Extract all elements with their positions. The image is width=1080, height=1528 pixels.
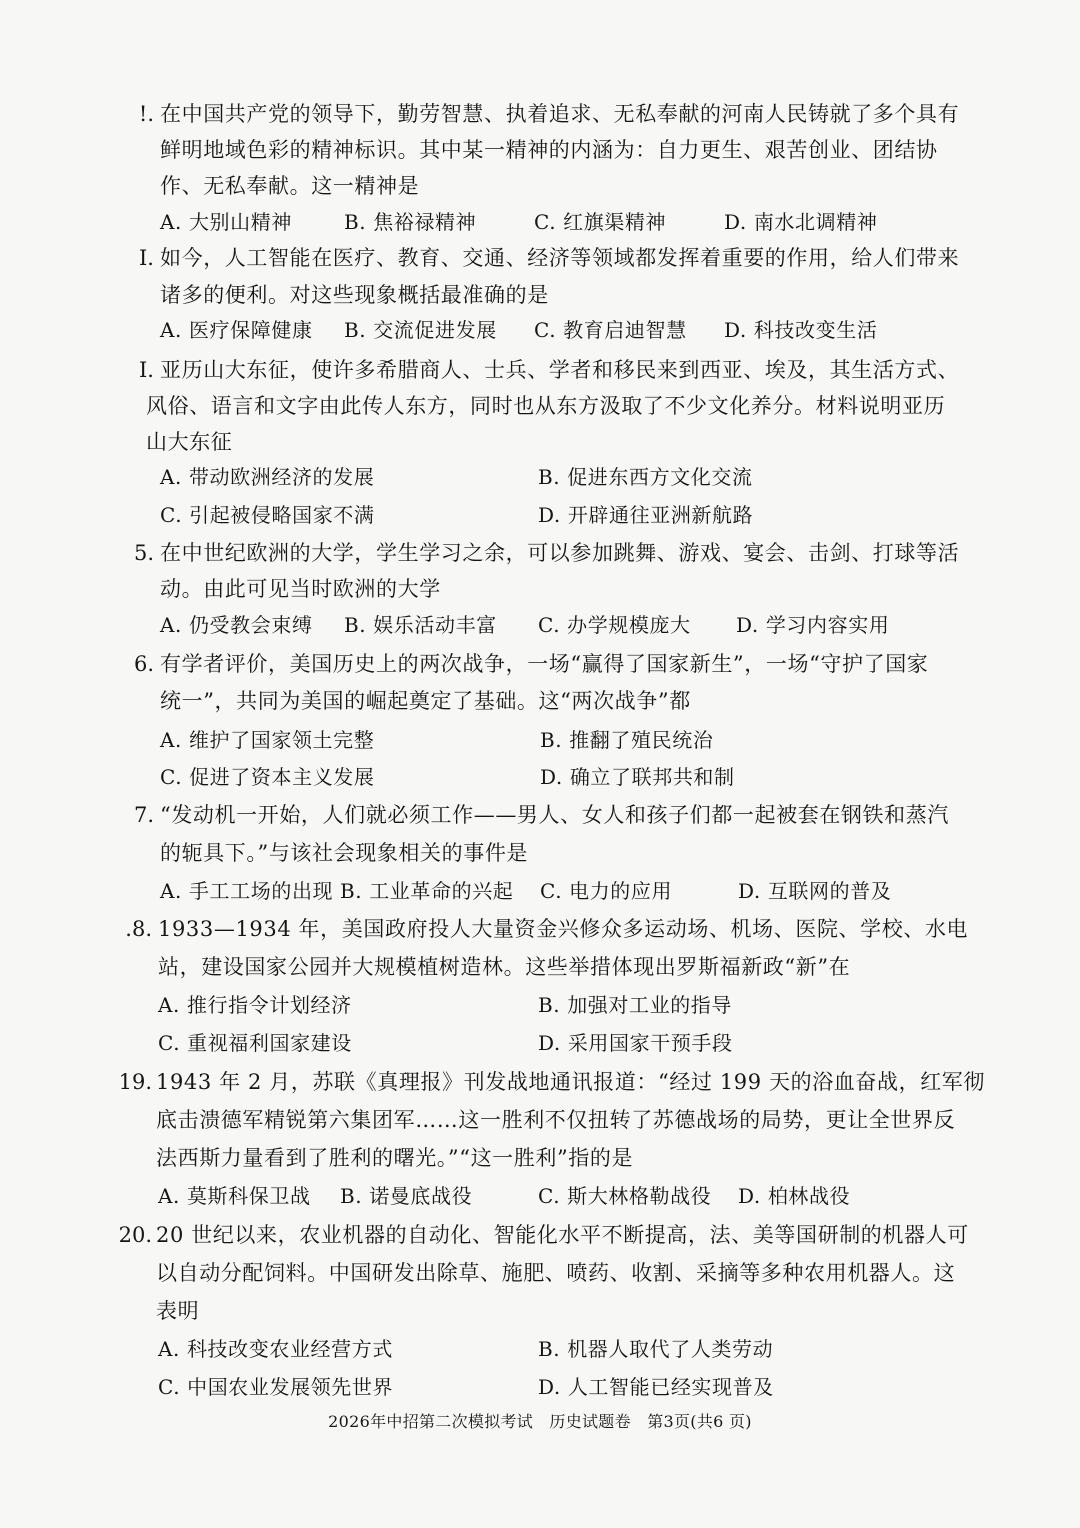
option-c: C. 红旗渠精神 [534, 210, 667, 234]
option-c: C. 中国农业发展领先世界 [158, 1375, 394, 1399]
question-number: I. [139, 246, 154, 270]
option-c: C. 重视福利国家建设 [158, 1031, 352, 1055]
question-text-line: 亚历山大东征，使许多希腊商人、士兵、学者和移民来到西亚、埃及，其生活方式、 [160, 358, 960, 382]
option-d: D. 确立了联邦共和制 [540, 765, 735, 789]
question-text-line: 有学者评价，美国历史上的两次战争，一场“赢得了国家新生”，一场“守护了国家 [160, 652, 929, 676]
question-text-line: 在中世纪欧洲的大学，学生学习之余，可以参加跳舞、游戏、宴会、击剑、打球等活 [160, 541, 960, 565]
option-b: B. 娱乐活动丰富 [344, 613, 497, 637]
option-d: D. 科技改变生活 [724, 318, 878, 342]
option-c: C. 引起被侵略国家不满 [160, 503, 375, 527]
question-text-line: 诸多的便利。对这些现象概括最准确的是 [160, 283, 549, 307]
option-a: A. 维护了国家领土完整 [160, 728, 375, 752]
question-text-line: 20 世纪以来，农业机器的自动化、智能化水平不断提高，法、美等国研制的机器人可 [156, 1223, 969, 1247]
question-number: 6. [133, 652, 154, 676]
question-number: 20. [118, 1223, 152, 1247]
option-d: D. 采用国家干预手段 [538, 1031, 733, 1055]
question-text-line: 风俗、语言和文字由此传人东方，同时也从东方汲取了不少文化养分。材料说明亚历 [146, 394, 946, 418]
option-d: D. 互联网的普及 [738, 879, 892, 903]
question-text-line: 表明 [156, 1299, 200, 1323]
question-number: .8. [125, 917, 152, 941]
option-d: D. 开辟通往亚洲新航路 [538, 503, 754, 527]
option-c: C. 促进了资本主义发展 [160, 765, 375, 789]
option-d: D. 学习内容实用 [736, 613, 890, 637]
option-a: A. 带动欧洲经济的发展 [160, 465, 375, 489]
option-a: A. 推行指令计划经济 [158, 993, 352, 1017]
option-b: B. 加强对工业的指导 [538, 993, 733, 1017]
question-text-line: 统一”，共同为美国的崛起奠定了基础。这“两次战争”都 [160, 689, 691, 713]
question-number: 19. [118, 1070, 152, 1094]
option-c: C. 电力的应用 [540, 879, 673, 903]
question-text-line: 站，建设国家公园并大规模植树造林。这些举措体现出罗斯福新政“新”在 [158, 955, 851, 979]
question-text-line: 的轭具下。”与该社会现象相关的事件是 [160, 841, 529, 865]
option-a: A. 大别山精神 [160, 210, 292, 234]
question-text-line: 山大东征 [146, 430, 233, 454]
option-a: A. 仍受教会束缚 [160, 613, 313, 637]
option-b: B. 机器人取代了人类劳动 [538, 1337, 774, 1361]
page-footer: 2026年中招第二次模拟考试 历史试题卷 第3页(共6 页) [328, 1412, 752, 1431]
option-b: B. 焦裕禄精神 [344, 210, 477, 234]
option-a: A. 医疗保障健康 [160, 318, 313, 342]
option-d: D. 南水北调精神 [724, 210, 878, 234]
option-a: A. 莫斯科保卫战 [158, 1184, 311, 1208]
question-text-line: 在中国共产党的领导下，勤劳智慧、执着追求、无私奉献的河南人民铸就了多个具有 [160, 102, 960, 126]
option-b: B. 促进东西方文化交流 [538, 465, 753, 489]
option-c: C. 教育启迪智慧 [534, 318, 687, 342]
option-b: B. 交流促进发展 [344, 318, 497, 342]
option-b: B. 工业革命的兴起 [340, 879, 514, 903]
option-c: C. 斯大林格勒战役 [538, 1184, 712, 1208]
option-b: B. 诺曼底战役 [340, 1184, 473, 1208]
question-text-line: 以自动分配饲料。中国研发出除草、施肥、喷药、收割、采摘等多种农用机器人。这 [156, 1261, 956, 1285]
option-d: D. 人工智能已经实现普及 [538, 1375, 774, 1399]
question-text-line: 底击溃德军精锐第六集团军……这一胜利不仅扭转了苏德战场的局势，更让全世界反 [156, 1108, 956, 1132]
question-number: I. [139, 358, 154, 382]
question-text-line: 作、无私奉献。这一精神是 [160, 174, 420, 198]
question-text-line: “发动机一开始，人们就必须工作——男人、女人和孩子们都一起被套在钢铁和蒸汽 [160, 803, 949, 827]
question-text-line: 如今，人工智能在医疗、教育、交通、经济等领域都发挥着重要的作用，给人们带来 [160, 246, 960, 270]
option-b: B. 推翻了殖民统治 [540, 728, 714, 752]
question-text-line: 法西斯力量看到了胜利的曙光。”“这一胜利”指的是 [156, 1146, 634, 1170]
option-c: C. 办学规模庞大 [538, 613, 691, 637]
question-number: 7. [133, 803, 154, 827]
question-text-line: 鲜明地域色彩的精神标识。其中某一精神的内涵为：自力更生、艰苦创业、团结协 [160, 138, 938, 162]
question-text-line: 动。由此可见当时欧洲的大学 [160, 577, 441, 601]
option-a: A. 科技改变农业经营方式 [158, 1337, 393, 1361]
option-a: A. 手工工场的出现 [160, 879, 334, 903]
question-text-line: 1933—1934 年，美国政府投人大量资金兴修众多运动场、机场、医院、学校、水电 [158, 917, 969, 941]
question-number: !. [138, 102, 154, 126]
question-number: 5. [133, 541, 154, 565]
option-d: D. 柏林战役 [738, 1184, 851, 1208]
question-text-line: 1943 年 2 月，苏联《真理报》刊发战地通讯报道：“经过 199 天的浴血奋战，红军彻 [156, 1070, 985, 1094]
